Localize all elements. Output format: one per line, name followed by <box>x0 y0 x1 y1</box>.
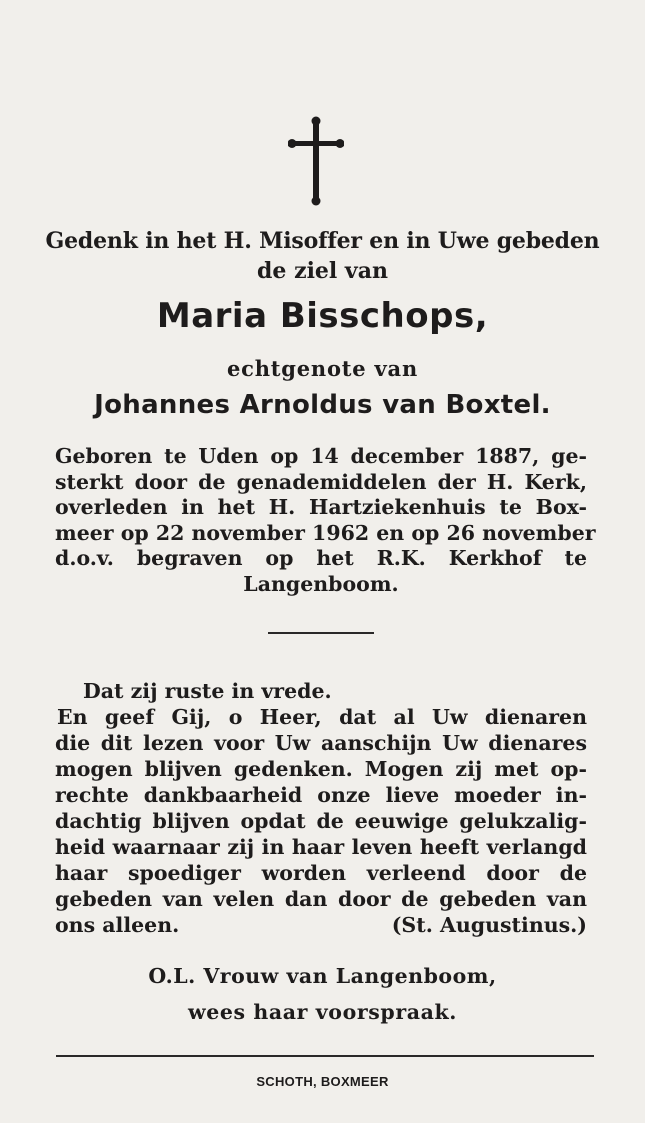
closing-line-2: wees haar voorspraak. <box>187 1000 458 1024</box>
biography-line: Geboren te Uden op 14 december 1887, ge- <box>55 444 587 468</box>
prayer-line: mogen blijven gedenken. Mogen zij met op- <box>55 757 587 781</box>
closing-line-1: O.L. Vrouw van Langenboom, <box>148 964 497 988</box>
printer-credit: SCHOTH, BOXMEER <box>256 1074 389 1089</box>
prayer-line: ons alleen. <box>55 913 180 937</box>
biography-line: d.o.v. begraven op het R.K. Kerkhof te <box>55 546 587 570</box>
prayer-line: haar spoediger worden verleend door de <box>55 861 587 885</box>
prayer-line: rechte dankbaarheid onze lieve moeder in- <box>55 783 587 807</box>
biography-line: Langenboom. <box>243 571 399 596</box>
prayer-line: dachtig blijven opdat de eeuwige gelukzalig- <box>55 809 587 833</box>
prayer-last-row <box>55 912 587 938</box>
attribution: (St. Augustinus.) <box>391 913 587 937</box>
prayer-line: En geef Gij, o Heer, dat al Uw dienaren <box>57 705 587 729</box>
intro-line-1: Gedenk in het H. Misoffer en in Uwe gebeden <box>45 228 600 254</box>
deceased-name: Maria Bisschops, <box>156 296 489 336</box>
intro-line-2: de ziel van <box>257 258 388 284</box>
prayer-line: Dat zij ruste in vrede. <box>83 679 332 703</box>
spouse-name: Johannes Arnoldus van Boxtel. <box>94 390 551 420</box>
spouse-label: echtgenote van <box>226 356 419 381</box>
biography-line: meer op 22 november 1962 en op 26 november <box>55 520 596 545</box>
prayer-line: gebeden van velen dan door de gebeden van <box>55 887 587 911</box>
bottom-rule <box>56 1055 594 1057</box>
divider <box>268 632 374 634</box>
biography-line: sterkt door de genademiddelen der H. Kerk, <box>55 469 587 494</box>
cross-icon <box>288 116 344 206</box>
biography <box>55 444 596 597</box>
prayer-line: die dit lezen voor Uw aanschijn Uw dienares <box>55 731 587 755</box>
biography-line: overleden in het H. Hartziekenhuis te Box- <box>55 495 587 519</box>
prayer <box>55 678 587 938</box>
prayer-line: heid waarnaar zij in haar leven heeft verlangd <box>55 835 587 859</box>
